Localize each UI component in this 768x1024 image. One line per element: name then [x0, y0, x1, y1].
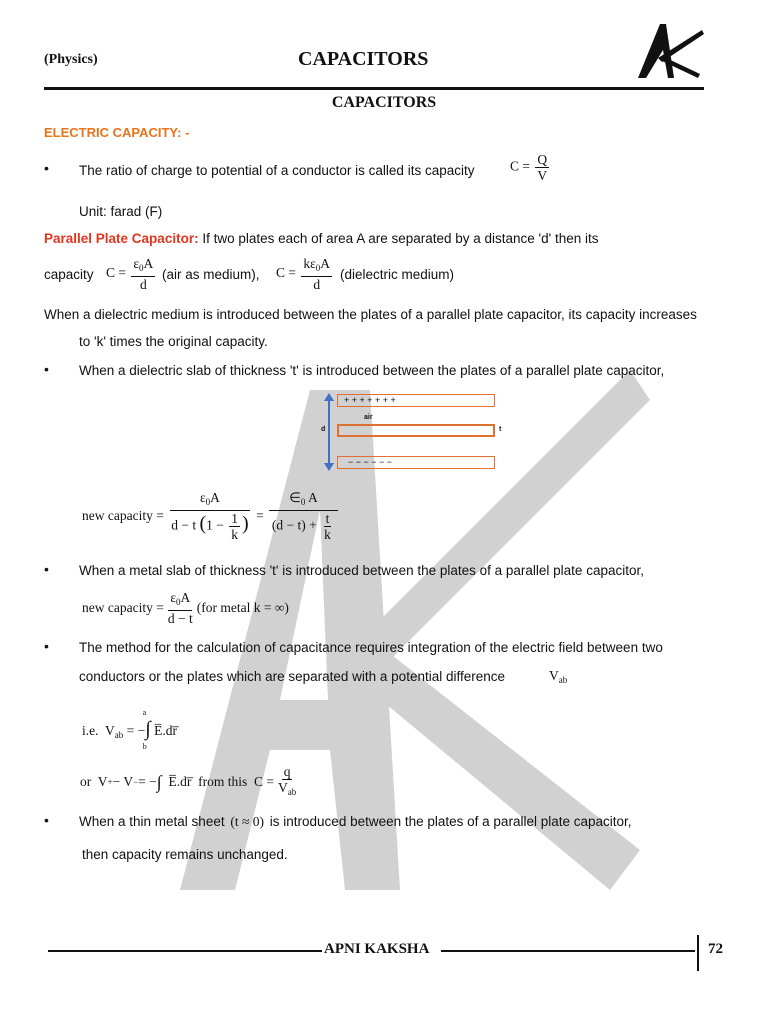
integration-line-1: The method for the calculation of capacitance requires integration of the electric field between two — [79, 640, 663, 655]
parallel-plate-label: Parallel Plate Capacitor: — [44, 231, 199, 246]
capacity-formula: C = $\frac{Q}{V}$ — [510, 152, 548, 183]
section-heading: ELECTRIC CAPACITY: - — [44, 125, 190, 140]
page-number: 72 — [708, 941, 723, 957]
negative-plate: − − − − − − — [337, 456, 495, 469]
page-header-title: CAPACITORS — [298, 48, 429, 70]
vab-integral-formula: i.e. $V_{ab}$ = −∫ a b E̅.dr̅ — [82, 708, 177, 751]
metal-slab-line: When a metal slab of thickness 't' is introduced between the plates of a parallel plate capacitor, — [79, 563, 644, 578]
parallel-plate-line: Parallel Plate Capacitor: If two plates each of area A are separated by a distance 'd' then its — [44, 231, 599, 246]
dielectric-slab-line: When a dielectric slab of thickness 't' is introduced between the plates of a parallel plate capacitor, — [79, 363, 665, 378]
air-capacity-formula: C = $\frac{\varepsilon_0A}{d}$ — [106, 256, 154, 292]
bullet-icon: • — [44, 638, 49, 654]
footer-brand: APNI KAKSHA — [324, 941, 430, 957]
d-label: d — [321, 426, 326, 433]
potential-difference-formula: or V + − V − = − ∫ E̅.dr̅ from this C = $\frac{q}{V_{ab}}$ — [80, 764, 297, 797]
thin-sheet-line: When a thin metal sheet (t ≈ 0) is introduced between the plates of a parallel plate capacitor, — [79, 814, 632, 829]
integration-line-2: conductors or the plates which are separated with a potential difference — [79, 669, 506, 684]
dielectric-medium-note: (dielectric medium) — [340, 267, 455, 282]
unit-line: Unit: farad (F) — [79, 204, 163, 219]
footer-divider-right — [441, 950, 695, 952]
dielectric-slab-formula: new capacity = $\varepsilon_0A$ d − t (1 − $\frac{1}{k}$ ) = $\in_0$ A (d − t) + $\frac{t}{k}$ — [82, 486, 340, 546]
air-medium-note: (air as medium), — [162, 267, 260, 282]
bullet-icon: • — [44, 361, 49, 377]
apni-kaksha-logo-icon — [630, 20, 708, 82]
t-label: t — [499, 426, 502, 433]
metal-slab-formula: new capacity = $\frac{\varepsilon_0A}{d - t}$ (for metal k = ∞) — [82, 590, 289, 626]
page-subtitle: CAPACITORS — [331, 94, 437, 111]
footer-vertical-bar — [697, 935, 699, 971]
thin-sheet-conclusion: then capacity remains unchanged. — [82, 847, 288, 862]
bullet-icon: • — [44, 160, 49, 176]
air-label: air — [364, 414, 373, 421]
bullet-icon: • — [44, 812, 49, 828]
distance-arrow-icon — [323, 392, 335, 472]
dielectric-capacity-formula: C = $\frac{k\varepsilon_0A}{d}$ — [276, 256, 331, 292]
positive-plate: + + + + + + + — [337, 394, 495, 407]
dielectric-paragraph-2: to 'k' times the original capacity. — [79, 334, 268, 349]
subject-label: (Physics) — [44, 52, 98, 67]
capacitor-diagram — [317, 390, 507, 474]
bullet-icon: • — [44, 561, 49, 577]
vab-symbol: $V_{ab}$ — [549, 668, 568, 685]
header-divider — [44, 87, 704, 90]
dielectric-slab — [337, 424, 495, 437]
footer-divider-left — [48, 950, 322, 952]
capacity-word: capacity — [44, 267, 94, 282]
dielectric-paragraph-1: When a dielectric medium is introduced between the plates of a parallel plate capacitor, its capacity increases — [44, 307, 697, 322]
capacity-definition: The ratio of charge to potential of a conductor is called its capacity — [79, 163, 475, 178]
